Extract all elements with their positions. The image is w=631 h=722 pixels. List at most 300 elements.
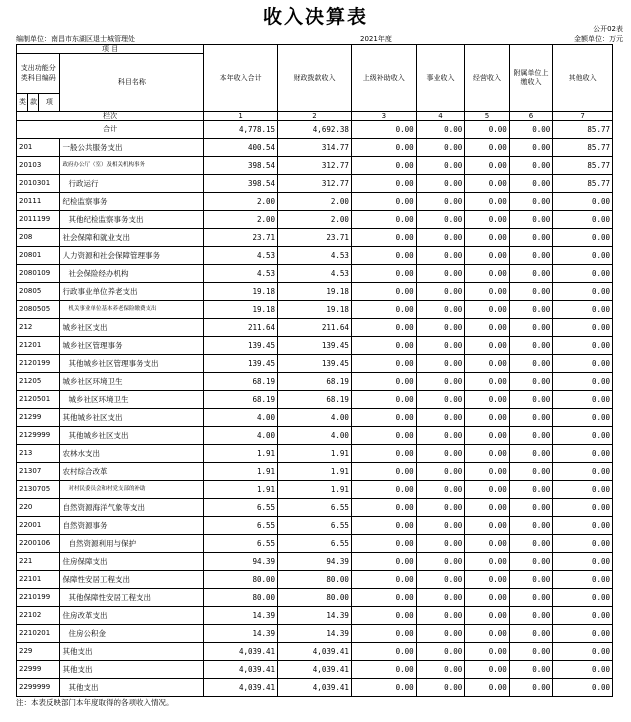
row-value: 19.18 <box>204 283 278 301</box>
row-value: 398.54 <box>204 157 278 175</box>
row-value: 0.00 <box>351 391 416 409</box>
row-value: 14.39 <box>278 607 352 625</box>
row-name: 自然资源利用与保护 <box>60 535 204 553</box>
row-name: 其他城乡社区支出 <box>60 427 204 445</box>
col-num: 2 <box>278 112 352 121</box>
row-value: 0.00 <box>351 445 416 463</box>
row-value: 0.00 <box>553 247 613 265</box>
row-value: 0.00 <box>553 589 613 607</box>
table-row <box>17 355 613 373</box>
row-value: 139.45 <box>278 337 352 355</box>
row-code: 22102 <box>17 607 60 625</box>
row-value: 0.00 <box>351 499 416 517</box>
row-name: 保障性安居工程支出 <box>60 571 204 589</box>
row-value: 0.00 <box>509 301 553 319</box>
row-value: 6.55 <box>204 517 278 535</box>
row-value: 23.71 <box>278 229 352 247</box>
row-value: 0.00 <box>416 517 465 535</box>
row-value: 0.00 <box>465 373 510 391</box>
row-value: 0.00 <box>509 445 553 463</box>
table-row <box>17 679 613 697</box>
row-code: 2120501 <box>17 391 60 409</box>
row-value: 0.00 <box>509 427 553 445</box>
table-row <box>17 265 613 283</box>
table-row <box>17 607 613 625</box>
row-value: 4,039.41 <box>204 661 278 679</box>
row-code: 208 <box>17 229 60 247</box>
row-value: 0.00 <box>416 283 465 301</box>
table-row <box>17 643 613 661</box>
row-value: 0.00 <box>553 445 613 463</box>
row-value: 0.00 <box>416 139 465 157</box>
row-value: 139.45 <box>204 355 278 373</box>
row-value: 0.00 <box>465 463 510 481</box>
table-row <box>17 571 613 589</box>
row-value: 2.00 <box>278 211 352 229</box>
total-value: 0.00 <box>351 121 416 139</box>
row-code: 21201 <box>17 337 60 355</box>
total-value: 4,692.38 <box>278 121 352 139</box>
row-name: 行政事业单位养老支出 <box>60 283 204 301</box>
row-value: 4.53 <box>204 247 278 265</box>
row-name: 城乡社区支出 <box>60 319 204 337</box>
table-row <box>17 193 613 211</box>
total-value: 0.00 <box>509 121 553 139</box>
col-num: 6 <box>509 112 553 121</box>
row-value: 94.39 <box>204 553 278 571</box>
row-name: 其他保障性安居工程支出 <box>60 589 204 607</box>
row-code: 220 <box>17 499 60 517</box>
row-code: 2120199 <box>17 355 60 373</box>
row-code: 201 <box>17 139 60 157</box>
name-header: 科目名称 <box>60 54 204 112</box>
row-value: 4,039.41 <box>278 643 352 661</box>
row-value: 0.00 <box>465 283 510 301</box>
row-value: 0.00 <box>465 247 510 265</box>
row-value: 23.71 <box>204 229 278 247</box>
row-value: 312.77 <box>278 175 352 193</box>
row-value: 0.00 <box>351 175 416 193</box>
row-value: 0.00 <box>465 481 510 499</box>
row-index-label: 栏次 <box>17 112 204 121</box>
row-name: 其他纪检监察事务支出 <box>60 211 204 229</box>
row-value: 0.00 <box>509 157 553 175</box>
row-value: 0.00 <box>553 193 613 211</box>
row-value: 0.00 <box>509 175 553 193</box>
row-value: 80.00 <box>204 571 278 589</box>
table-row <box>17 409 613 427</box>
row-name: 社会保险经办机构 <box>60 265 204 283</box>
row-value: 0.00 <box>509 571 553 589</box>
row-code: 20103 <box>17 157 60 175</box>
row-value: 0.00 <box>509 247 553 265</box>
sub-header-xiang: 项 <box>39 94 60 112</box>
row-value: 0.00 <box>553 301 613 319</box>
row-name: 人力资源和社会保障管理事务 <box>60 247 204 265</box>
row-value: 139.45 <box>204 337 278 355</box>
row-value: 0.00 <box>509 409 553 427</box>
row-value: 0.00 <box>465 175 510 193</box>
row-value: 0.00 <box>465 265 510 283</box>
row-value: 0.00 <box>416 175 465 193</box>
total-value: 0.00 <box>465 121 510 139</box>
row-value: 0.00 <box>416 157 465 175</box>
row-value: 0.00 <box>553 355 613 373</box>
row-name: 政府办公厅（室）及相关机构事务 <box>60 157 204 175</box>
row-value: 0.00 <box>553 607 613 625</box>
table-row <box>17 625 613 643</box>
row-value: 85.77 <box>553 175 613 193</box>
table-row <box>17 337 613 355</box>
row-value: 0.00 <box>351 319 416 337</box>
row-value: 0.00 <box>553 427 613 445</box>
row-code: 22001 <box>17 517 60 535</box>
row-name: 城乡社区环境卫生 <box>60 391 204 409</box>
row-value: 68.19 <box>278 373 352 391</box>
row-value: 4.53 <box>204 265 278 283</box>
total-value: 0.00 <box>416 121 465 139</box>
col-num: 3 <box>351 112 416 121</box>
row-value: 0.00 <box>416 265 465 283</box>
row-value: 0.00 <box>351 247 416 265</box>
table-row <box>17 157 613 175</box>
row-value: 6.55 <box>204 535 278 553</box>
row-value: 0.00 <box>553 643 613 661</box>
table-row <box>17 283 613 301</box>
row-name: 其他城乡社区管理事务支出 <box>60 355 204 373</box>
row-value: 19.18 <box>278 283 352 301</box>
row-name: 自然资源海洋气象等支出 <box>60 499 204 517</box>
row-value: 0.00 <box>416 409 465 427</box>
row-value: 0.00 <box>351 517 416 535</box>
report-title: 收入决算表 <box>262 6 368 28</box>
row-code: 2210201 <box>17 625 60 643</box>
row-value: 0.00 <box>416 247 465 265</box>
row-value: 1.91 <box>278 445 352 463</box>
row-value: 0.00 <box>351 265 416 283</box>
row-value: 0.00 <box>465 571 510 589</box>
footnote: 注：本表反映部门本年度取得的各项收入情况。 <box>16 698 174 707</box>
row-name: 农村综合改革 <box>60 463 204 481</box>
row-value: 0.00 <box>553 571 613 589</box>
row-code: 2129999 <box>17 427 60 445</box>
row-value: 80.00 <box>204 589 278 607</box>
row-value: 400.54 <box>204 139 278 157</box>
row-value: 0.00 <box>553 319 613 337</box>
table-row <box>17 211 613 229</box>
row-name: 一般公共服务支出 <box>60 139 204 157</box>
row-value: 0.00 <box>509 499 553 517</box>
row-value: 0.00 <box>416 589 465 607</box>
row-value: 0.00 <box>351 337 416 355</box>
table-row <box>17 391 613 409</box>
row-value: 0.00 <box>416 625 465 643</box>
table-row <box>17 301 613 319</box>
report-year: 2021年度 <box>360 35 392 43</box>
row-value: 0.00 <box>553 661 613 679</box>
row-value: 0.00 <box>465 625 510 643</box>
row-value: 0.00 <box>351 625 416 643</box>
row-value: 0.00 <box>553 481 613 499</box>
row-code: 22999 <box>17 661 60 679</box>
row-code: 2200106 <box>17 535 60 553</box>
row-value: 19.18 <box>204 301 278 319</box>
row-value: 0.00 <box>416 211 465 229</box>
row-value: 0.00 <box>416 319 465 337</box>
row-name: 城乡社区环境卫生 <box>60 373 204 391</box>
row-code: 221 <box>17 553 60 571</box>
table-row <box>17 229 613 247</box>
row-code: 2080109 <box>17 265 60 283</box>
row-code: 2011199 <box>17 211 60 229</box>
table-row <box>17 175 613 193</box>
row-value: 80.00 <box>278 589 352 607</box>
row-value: 0.00 <box>351 679 416 697</box>
row-value: 0.00 <box>509 355 553 373</box>
row-value: 0.00 <box>416 679 465 697</box>
amount-unit: 金额单位：万元 <box>574 35 623 43</box>
row-name: 其他支出 <box>60 643 204 661</box>
row-code: 2080505 <box>17 301 60 319</box>
row-value: 0.00 <box>351 373 416 391</box>
row-value: 0.00 <box>509 265 553 283</box>
row-value: 0.00 <box>553 373 613 391</box>
row-value: 2.00 <box>204 193 278 211</box>
col-num: 4 <box>416 112 465 121</box>
row-value: 0.00 <box>553 553 613 571</box>
row-code: 212 <box>17 319 60 337</box>
row-value: 2.00 <box>278 193 352 211</box>
row-value: 0.00 <box>416 337 465 355</box>
row-value: 0.00 <box>416 229 465 247</box>
row-value: 0.00 <box>416 481 465 499</box>
row-value: 0.00 <box>509 661 553 679</box>
row-value: 0.00 <box>465 409 510 427</box>
row-value: 0.00 <box>465 391 510 409</box>
row-code: 2299999 <box>17 679 60 697</box>
row-value: 68.19 <box>278 391 352 409</box>
row-name: 机关事业单位基本养老保险缴费支出 <box>60 301 204 319</box>
row-value: 14.39 <box>204 625 278 643</box>
row-value: 0.00 <box>509 391 553 409</box>
row-name: 行政运行 <box>60 175 204 193</box>
row-value: 0.00 <box>416 499 465 517</box>
col-num: 1 <box>204 112 278 121</box>
row-value: 0.00 <box>351 211 416 229</box>
row-value: 0.00 <box>509 319 553 337</box>
row-value: 0.00 <box>351 139 416 157</box>
row-value: 0.00 <box>509 535 553 553</box>
total-label: 合计 <box>17 121 204 139</box>
table-row <box>17 247 613 265</box>
row-value: 0.00 <box>416 193 465 211</box>
row-value: 1.91 <box>204 481 278 499</box>
income-table <box>16 44 613 697</box>
row-value: 0.00 <box>351 643 416 661</box>
table-row <box>17 517 613 535</box>
table-row <box>17 373 613 391</box>
compiling-unit: 编制单位：南昌市东湖区退士城管理处 <box>16 35 135 43</box>
col-num: 7 <box>553 112 613 121</box>
form-number: 公开02表 <box>593 25 623 33</box>
sub-header-kuan: 款 <box>28 94 39 112</box>
row-value: 398.54 <box>204 175 278 193</box>
row-value: 0.00 <box>465 319 510 337</box>
row-value: 0.00 <box>416 445 465 463</box>
row-value: 0.00 <box>553 283 613 301</box>
row-value: 0.00 <box>416 553 465 571</box>
row-value: 0.00 <box>509 463 553 481</box>
row-value: 0.00 <box>416 301 465 319</box>
row-value: 0.00 <box>351 229 416 247</box>
row-name: 社会保障和就业支出 <box>60 229 204 247</box>
row-value: 0.00 <box>509 607 553 625</box>
row-code: 2010301 <box>17 175 60 193</box>
row-value: 0.00 <box>465 535 510 553</box>
col-header-4: 事业收入 <box>416 45 465 112</box>
row-value: 0.00 <box>553 535 613 553</box>
row-value: 0.00 <box>351 427 416 445</box>
row-value: 0.00 <box>509 643 553 661</box>
row-value: 0.00 <box>351 463 416 481</box>
row-code: 21299 <box>17 409 60 427</box>
row-code: 20111 <box>17 193 60 211</box>
table-row <box>17 661 613 679</box>
code-header: 支出功能分类科目编码 <box>17 54 60 94</box>
row-value: 0.00 <box>553 463 613 481</box>
row-value: 312.77 <box>278 157 352 175</box>
row-name: 其他城乡社区支出 <box>60 409 204 427</box>
row-value: 0.00 <box>351 409 416 427</box>
row-value: 4.00 <box>278 427 352 445</box>
row-value: 0.00 <box>553 391 613 409</box>
col-header-1: 本年收入合计 <box>204 45 278 112</box>
row-value: 0.00 <box>351 535 416 553</box>
col-num: 5 <box>465 112 510 121</box>
col-header-3: 上级补助收入 <box>351 45 416 112</box>
row-value: 139.45 <box>278 355 352 373</box>
row-code: 21307 <box>17 463 60 481</box>
table-row <box>17 499 613 517</box>
row-name: 自然资源事务 <box>60 517 204 535</box>
row-value: 0.00 <box>465 211 510 229</box>
row-value: 0.00 <box>351 157 416 175</box>
row-value: 0.00 <box>351 301 416 319</box>
row-value: 0.00 <box>509 211 553 229</box>
row-value: 4.53 <box>278 247 352 265</box>
row-value: 0.00 <box>509 193 553 211</box>
row-value: 1.91 <box>204 445 278 463</box>
row-value: 0.00 <box>351 283 416 301</box>
row-value: 1.91 <box>278 481 352 499</box>
row-value: 80.00 <box>278 571 352 589</box>
row-value: 0.00 <box>351 355 416 373</box>
col-header-7: 其他收入 <box>553 45 613 112</box>
row-value: 0.00 <box>465 229 510 247</box>
row-value: 0.00 <box>351 193 416 211</box>
row-value: 0.00 <box>465 679 510 697</box>
col-header-5: 经营收入 <box>465 45 510 112</box>
row-name: 纪检监察事务 <box>60 193 204 211</box>
row-value: 68.19 <box>204 373 278 391</box>
row-value: 0.00 <box>465 427 510 445</box>
row-value: 6.55 <box>278 535 352 553</box>
row-value: 0.00 <box>416 643 465 661</box>
row-value: 14.39 <box>278 625 352 643</box>
row-value: 0.00 <box>416 571 465 589</box>
row-name: 其他支出 <box>60 679 204 697</box>
row-value: 0.00 <box>465 193 510 211</box>
row-value: 4,039.41 <box>278 661 352 679</box>
row-value: 6.55 <box>204 499 278 517</box>
row-value: 4.53 <box>278 265 352 283</box>
row-code: 213 <box>17 445 60 463</box>
row-value: 0.00 <box>465 337 510 355</box>
row-value: 0.00 <box>465 445 510 463</box>
row-code: 2210199 <box>17 589 60 607</box>
row-value: 0.00 <box>416 427 465 445</box>
row-value: 0.00 <box>465 589 510 607</box>
row-value: 4,039.41 <box>278 679 352 697</box>
row-value: 0.00 <box>416 607 465 625</box>
row-value: 0.00 <box>553 229 613 247</box>
row-value: 0.00 <box>351 481 416 499</box>
row-value: 4.00 <box>204 427 278 445</box>
row-value: 0.00 <box>351 661 416 679</box>
row-name: 住房保障支出 <box>60 553 204 571</box>
row-value: 0.00 <box>553 211 613 229</box>
table-row <box>17 481 613 499</box>
row-name: 城乡社区管理事务 <box>60 337 204 355</box>
row-value: 0.00 <box>416 661 465 679</box>
row-value: 85.77 <box>553 157 613 175</box>
row-code: 21205 <box>17 373 60 391</box>
row-value: 0.00 <box>509 517 553 535</box>
row-value: 0.00 <box>509 625 553 643</box>
row-value: 0.00 <box>509 283 553 301</box>
row-name: 住房改革支出 <box>60 607 204 625</box>
row-value: 4,039.41 <box>204 679 278 697</box>
row-value: 0.00 <box>553 409 613 427</box>
row-code: 2130705 <box>17 481 60 499</box>
table-row <box>17 445 613 463</box>
row-value: 0.00 <box>553 337 613 355</box>
row-value: 4.00 <box>204 409 278 427</box>
item-group-header: 项 目 <box>17 45 204 54</box>
table-row <box>17 553 613 571</box>
row-value: 0.00 <box>465 517 510 535</box>
row-value: 0.00 <box>465 157 510 175</box>
row-value: 0.00 <box>416 355 465 373</box>
row-value: 19.18 <box>278 301 352 319</box>
row-name: 对村民委员会和村党支部的补助 <box>60 481 204 499</box>
row-value: 14.39 <box>204 607 278 625</box>
row-value: 0.00 <box>553 499 613 517</box>
row-value: 0.00 <box>351 553 416 571</box>
row-value: 0.00 <box>509 589 553 607</box>
row-value: 68.19 <box>204 391 278 409</box>
row-value: 211.64 <box>204 319 278 337</box>
total-row <box>17 121 613 139</box>
row-value: 0.00 <box>465 499 510 517</box>
row-value: 0.00 <box>465 553 510 571</box>
row-value: 211.64 <box>278 319 352 337</box>
table-row <box>17 427 613 445</box>
total-value: 85.77 <box>553 121 613 139</box>
row-value: 0.00 <box>351 607 416 625</box>
row-value: 85.77 <box>553 139 613 157</box>
table-row <box>17 535 613 553</box>
